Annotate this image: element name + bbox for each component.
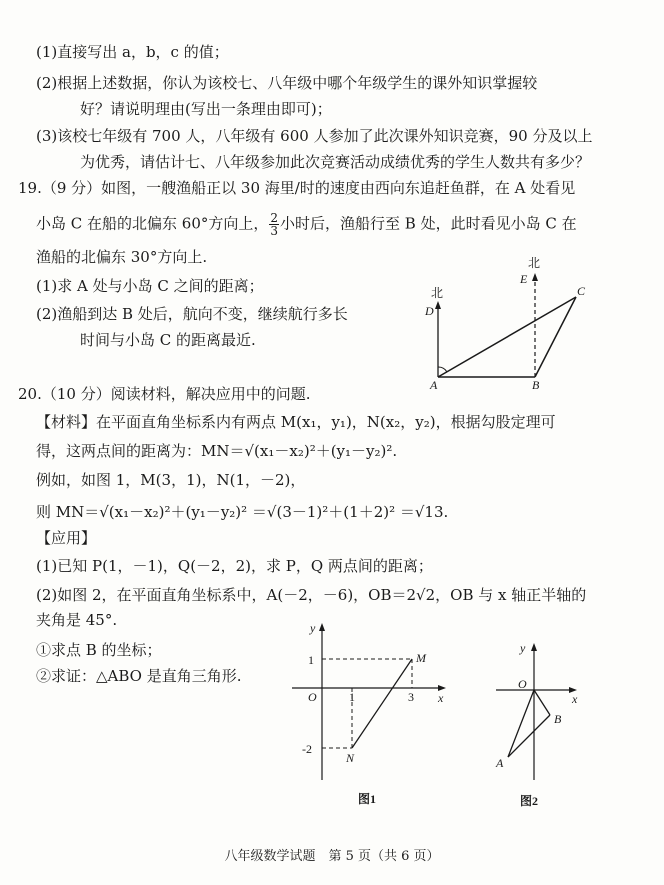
x-axis-label: x <box>572 692 578 706</box>
q20-example-line1: 例如，如图 1，M(3，1)，N(1，－2)， <box>36 471 306 489</box>
tick-x-3: 3 <box>408 690 414 704</box>
point-b-label: B <box>532 378 540 392</box>
x-axis-label: x <box>438 691 444 705</box>
tick-x-1: 1 <box>349 690 355 704</box>
point-b-label: B <box>554 712 562 726</box>
q18-part2-line2: 好？请说明理由(写出一条理由即可)； <box>80 100 332 118</box>
fraction-numerator: 2 <box>270 211 279 225</box>
q20-example-line2: 则 MN＝√(x₁－x₂)²＋(y₁－y₂)² ＝√(3－1)²＋(1＋2)² ＝√13. <box>36 503 449 521</box>
point-m-label: M <box>416 651 426 665</box>
arrow-up-icon <box>531 643 537 651</box>
q19-stem-line2 <box>36 212 577 237</box>
q20-stem: 20.（10 分）阅读材料，解决应用中的问题. <box>18 385 311 403</box>
figure-2-caption: 图2 <box>520 794 539 808</box>
point-d-label: D <box>425 304 434 318</box>
q19-stem-line2-pre: 小岛 C 在船的北偏东 60°方向上， <box>36 214 269 233</box>
q18-part2-line1: (2)根据上述数据，你认为该校七、八年级中哪个年级学生的课外知识掌握较 <box>36 74 538 92</box>
q20-application-title: 【应用】 <box>36 529 97 547</box>
north-label-b: 北 <box>528 256 541 270</box>
page-footer: 八年级数学试题 第 5 页（共 6 页） <box>224 849 440 864</box>
north-label-a: 北 <box>431 286 444 300</box>
y-axis-label: y <box>520 641 526 655</box>
q20-sub1: ①求点 B 的坐标； <box>36 641 162 659</box>
segment-mn <box>352 659 412 748</box>
arrow-up-icon <box>532 273 538 281</box>
y-axis-label: y <box>310 621 316 635</box>
figure-2 <box>490 640 600 815</box>
q19-part2-line1: (2)渔船到达 B 处后，航向不变，继续航行多长 <box>36 305 348 323</box>
fraction-denominator: 3 <box>270 224 279 238</box>
tick-y-neg2: -2 <box>302 742 312 756</box>
q20-material-line1: 【材料】在平面直角坐标系内有两点 M(x₁，y₁)，N(x₂，y₂)，根据勾股定理可 <box>36 413 556 431</box>
figure-1-caption: 图1 <box>358 792 377 806</box>
q20-app-part1: (1)已知 P(1，－1)，Q(－2，2)，求 P，Q 两点间的距离； <box>36 557 433 575</box>
origin-label: O <box>308 690 317 704</box>
segment-oa <box>508 690 534 757</box>
q18-part3-line1: (3)该校七年级有 700 人，八年级有 600 人参加了此次课外知识竞赛，90 分及以上 <box>36 127 593 145</box>
segment-ab <box>508 715 550 757</box>
q18-part3-line2: 为优秀，请估计七、八年级参加此次竞赛活动成绩优秀的学生人数共有多少？ <box>80 153 591 171</box>
fraction-two-thirds <box>269 212 279 237</box>
point-a-label: A <box>496 756 504 770</box>
point-c-label: C <box>577 284 586 298</box>
figure-1 <box>288 620 458 810</box>
tick-y-1: 1 <box>308 653 314 667</box>
q18-part1: (1)直接写出 a，b，c 的值； <box>36 43 229 61</box>
segment-ob <box>534 690 550 715</box>
angle-mark <box>438 367 447 372</box>
q19-stem-line3: 渔船的北偏东 30°方向上. <box>36 248 208 266</box>
q20-material-line2: 得，这两点间的距离为：MN＝√(x₁－x₂)²＋(y₁－y₂)². <box>36 442 398 460</box>
arrow-up-icon <box>319 623 325 631</box>
origin-label: O <box>518 677 527 691</box>
q19-part1: (1)求 A 处与小岛 C 之间的距离； <box>36 277 264 295</box>
q19-figure <box>420 255 600 395</box>
arrow-up-icon <box>435 301 441 309</box>
point-a-label: A <box>430 378 438 392</box>
q20-sub2: ②求证：△ABO 是直角三角形. <box>36 667 242 685</box>
q19-stem-line1: 19.（9 分）如图，一艘渔船正以 30 海里/时的速度由西向东追赶鱼群，在 A 处看见 <box>18 179 576 197</box>
q20-app-part2-line2: 夹角是 45°. <box>36 611 118 629</box>
q19-stem-line2-post: 小时后，渔船行至 B 处，此时看见小岛 C 在 <box>280 214 577 233</box>
point-n-label: N <box>346 751 355 765</box>
point-e-label: E <box>520 272 528 286</box>
q20-app-part2-line1: (2)如图 2，在平面直角坐标系中，A(－2，－6)，OB＝2√2，OB 与 x 轴正半轴的 <box>36 586 587 604</box>
q19-part2-line2: 时间与小岛 C 的距离最近. <box>80 331 256 349</box>
